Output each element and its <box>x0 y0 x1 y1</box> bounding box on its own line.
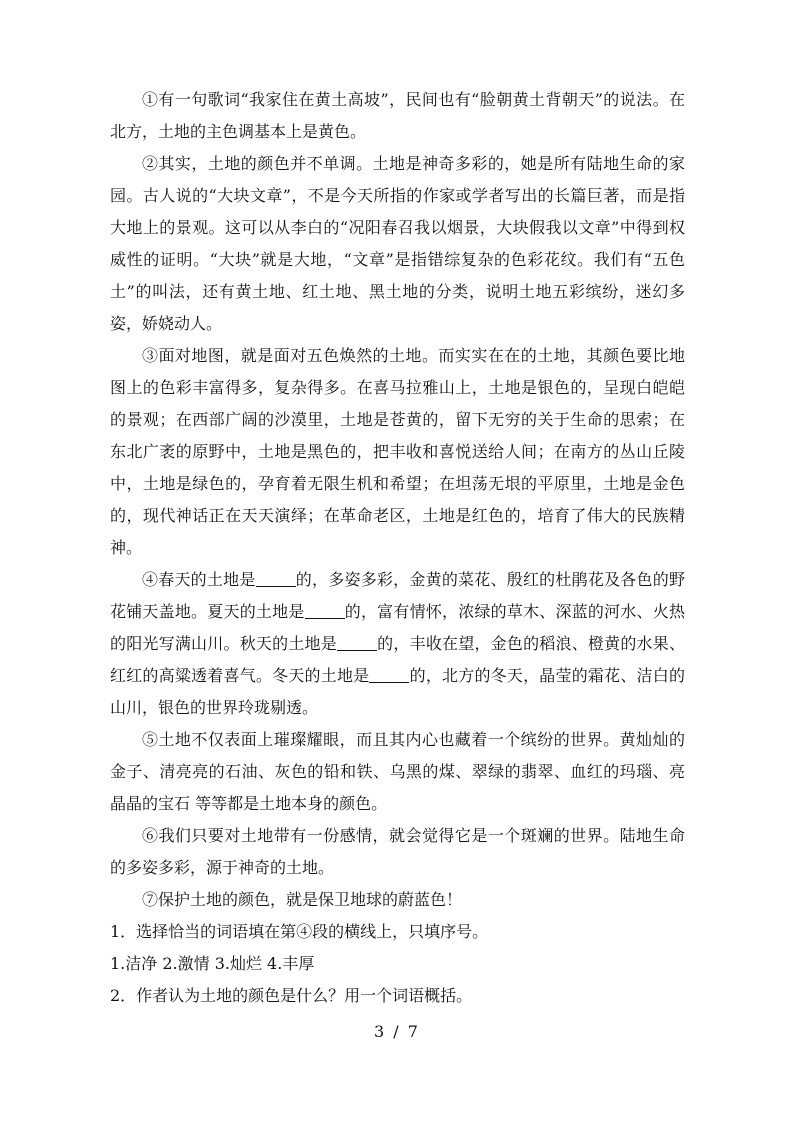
paragraph-4-part-2: 的，多姿多彩，金黄的菜花、殷红的杜鹃花及各色的野花铺天盖地。夏天的土地是 <box>110 570 685 621</box>
paragraph-4 <box>110 564 685 724</box>
question-1: 1．选择恰当的词语填在第④段的横线上，只填序号。 <box>110 922 489 941</box>
paragraph-2: ②其实，土地的颜色并不单调。土地是神奇多彩的，她是所有陆地生命的家园。古人说的“大块文章”，不是今天所指的作家或学者写出的长篇巨著，而是指大地上的景观。这可以从李白的“况阳春召我以烟景，大块假我以文章”中得到权威性的证明。“大块”就是大地，“文章”是指错综复杂的色彩花纹。我们有“五色土”的叫法，还有黄土地、红土地、黑土地的分类，说明土地五彩缤纷，迷幻多姿，娇娆动人。 <box>110 154 685 333</box>
paragraph-1: ①有一句歌词“我家住在黄土高坡”，民间也有“脸朝黄土背朝天”的说法。在北方，土地的主色调基本上是黄色。 <box>110 90 685 141</box>
paragraph-4-part-5: 的，北方的冬天，晶莹的霜花、洁白的山川，银色的世界玲珑剔透。 <box>110 666 685 717</box>
question-1-options: 1.洁净 2.激情 3.灿烂 4.丰厚 <box>110 954 315 973</box>
fill-blank-1[interactable] <box>256 568 296 587</box>
paragraph-4-part-4: 的，丰收在望，金色的稻浪、橙黄的水果、红红的高粱透着喜气。冬天的土地是 <box>110 634 685 685</box>
paragraph-4-part-3: 的，富有情怀，浓绿的草木、深蓝的河水、火热的阳光写满山川。秋天的土地是 <box>110 602 685 653</box>
paragraph-3: ③面对地图，就是面对五色焕然的土地。而实实在在的土地，其颜色要比地图上的色彩丰富得多，复杂得多。在喜马拉雅山上，土地是银色的，呈现白皑皑的景观；在西部广阔的沙漠里，土地是苍黄的，留下无穷的关于生命的思索；在东北广袤的原野中，土地是黑色的，把丰收和喜悦送给人间；在南方的丛山丘陵中，土地是绿色的，孕育着无限生机和希望；在坦荡无垠的平原里，土地是金色的，现代神话正在天天演绎；在革命老区，土地是红色的，培育了伟大的民族精神。 <box>110 346 685 557</box>
paragraph-7: ⑦保护土地的颜色，就是保卫地球的蔚蓝色！ <box>142 890 463 909</box>
fill-blank-2[interactable] <box>305 600 345 619</box>
paragraph-4-part-1: ④春天的土地是 <box>142 570 256 589</box>
page-number: 3 / 7 <box>374 1022 420 1041</box>
fill-blank-3[interactable] <box>337 632 377 651</box>
question-2: 2．作者认为土地的颜色是什么？用一个词语概括。 <box>110 986 473 1005</box>
fill-blank-4[interactable] <box>369 664 409 683</box>
document-body <box>110 84 685 1012</box>
paragraph-5: ⑤土地不仅表面上璀璨耀眼，而且其内心也藏着一个缤纷的世界。黄灿灿的金子、清亮亮的石油、灰色的铅和铁、乌黑的煤、翠绿的翡翠、血红的玛瑙、亮晶晶的宝石 等等都是土地本身的颜色。 <box>110 730 685 813</box>
paragraph-6: ⑥我们只要对土地带有一份感情，就会觉得它是一个斑斓的世界。陆地生命的多姿多彩，源于神奇的土地。 <box>110 826 685 877</box>
